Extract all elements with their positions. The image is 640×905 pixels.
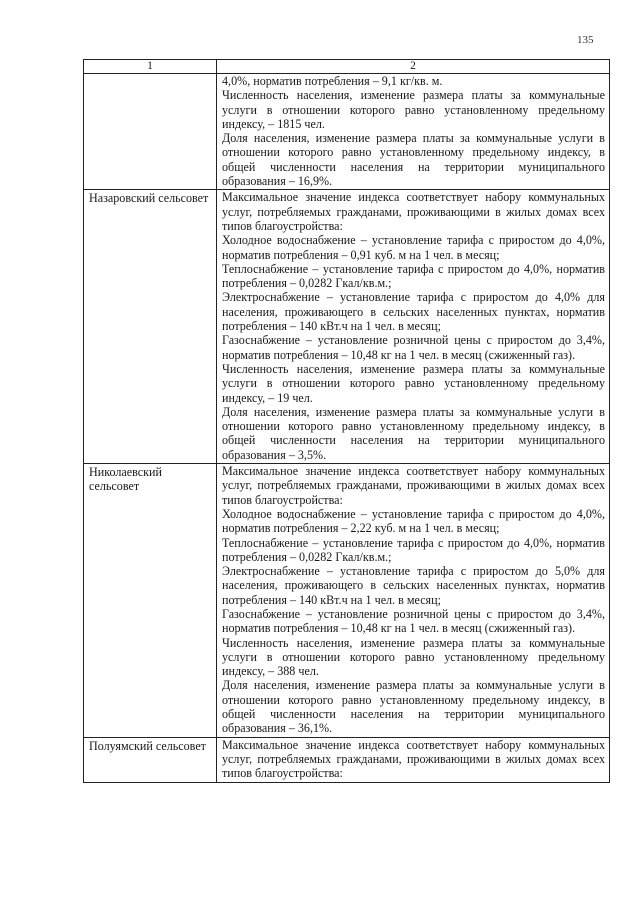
table-body (84, 74, 610, 783)
description-paragraph: Доля населения, изменение размера платы за коммунальные услуги в отношении которого равно установленному предельному индексу, в общей численности населения на территории муниципального образования – 36,1%. (222, 678, 605, 736)
index-description (217, 190, 610, 464)
index-description (217, 737, 610, 782)
description-paragraph: Максимальное значение индекса соответствует набору коммунальных услуг, потребляемых гражданами, проживающими в жилых домах всех типов благоустройства: (222, 190, 605, 233)
description-paragraph: Теплоснабжение – установление тарифа с приростом до 4,0%, норматив потребления – 0,0282 Гкал/кв.м.; (222, 535, 605, 564)
index-description (217, 464, 610, 738)
description-paragraph: Газоснабжение – установление розничной цены с приростом до 3,4%, норматив потребления – 10,48 кг на 1 чел. в месяц (сжиженный газ). (222, 606, 605, 636)
table-row (84, 737, 610, 782)
description-paragraph: Электроснабжение – установление тарифа с приростом до 5,0% для населения, проживающего в сельских населенных пунктах, норматив потребления – 140 кВт.ч на 1 чел. в месяц; (222, 564, 605, 607)
table-row (84, 464, 610, 738)
municipality-name (84, 74, 217, 190)
page-number: 135 (577, 34, 594, 46)
table-header-row (84, 60, 610, 74)
description-paragraph: Электроснабжение – установление тарифа с приростом до 4,0% для населения, проживающего в сельских населенных пунктах, норматив потребления – 140 кВт.ч на 1 чел. в месяц; (222, 290, 605, 334)
indices-table (83, 59, 610, 783)
table-row (84, 190, 610, 464)
index-description (217, 74, 610, 190)
description-paragraph: Теплоснабжение – установление тарифа с приростом до 4,0%, норматив потребления – 0,0282 Гкал/кв.м.; (222, 261, 605, 291)
municipality-name: Полуямский сельсовет (84, 737, 217, 782)
description-paragraph: 4,0%, норматив потребления – 9,1 кг/кв. м. (222, 74, 443, 88)
description-paragraph: Максимальное значение индекса соответствует набору коммунальных услуг, потребляемых гражданами, проживающими в жилых домах всех типов благоустройства: (222, 737, 605, 781)
description-paragraph: Доля населения, изменение размера платы за коммунальные услуги в отношении которого равно установленному предельному индексу, в общей численности населения на территории муниципального образования – 16,9%. (222, 131, 605, 189)
description-paragraph: Численность населения, изменение размера платы за коммунальные услуги в отношении которого равно установленному предельному индексу, – 19 чел. (222, 361, 605, 405)
column-header-2: 2 (217, 60, 610, 74)
description-paragraph: Газоснабжение – установление розничной цены с приростом до 3,4%, норматив потребления – 10,48 кг на 1 чел. в месяц (сжиженный газ). (222, 333, 605, 362)
description-paragraph: Численность населения, изменение размера платы за коммунальные услуги в отношении которого равно установленному предельному индексу, – 388 чел. (222, 635, 605, 679)
description-paragraph: Холодное водоснабжение – установление тарифа с приростом до 4,0%, норматив потребления – 2,22 куб. м на 1 чел. в месяц; (222, 506, 605, 536)
description-paragraph: Доля населения, изменение размера платы за коммунальные услуги в отношении которого равно установленному предельному индексу, в общей численности населения на территории муниципального образования – 3,5%. (222, 404, 605, 462)
municipality-name: Николаевский сельсовет (84, 464, 217, 738)
municipality-name: Назаровский сельсовет (84, 190, 217, 464)
column-header-1: 1 (84, 60, 217, 74)
description-paragraph: Максимальное значение индекса соответствует набору коммунальных услуг, потребляемых гражданами, проживающими в жилых домах всех типов благоустройства: (222, 464, 605, 507)
table-row (84, 74, 610, 190)
description-paragraph: Численность населения, изменение размера платы за коммунальные услуги в отношении которого равно установленному предельному индексу, – 1815 чел. (222, 88, 605, 131)
description-paragraph: Холодное водоснабжение – установление тарифа с приростом до 4,0%, норматив потребления – 0,91 куб. м на 1 чел. в месяц; (222, 233, 605, 262)
